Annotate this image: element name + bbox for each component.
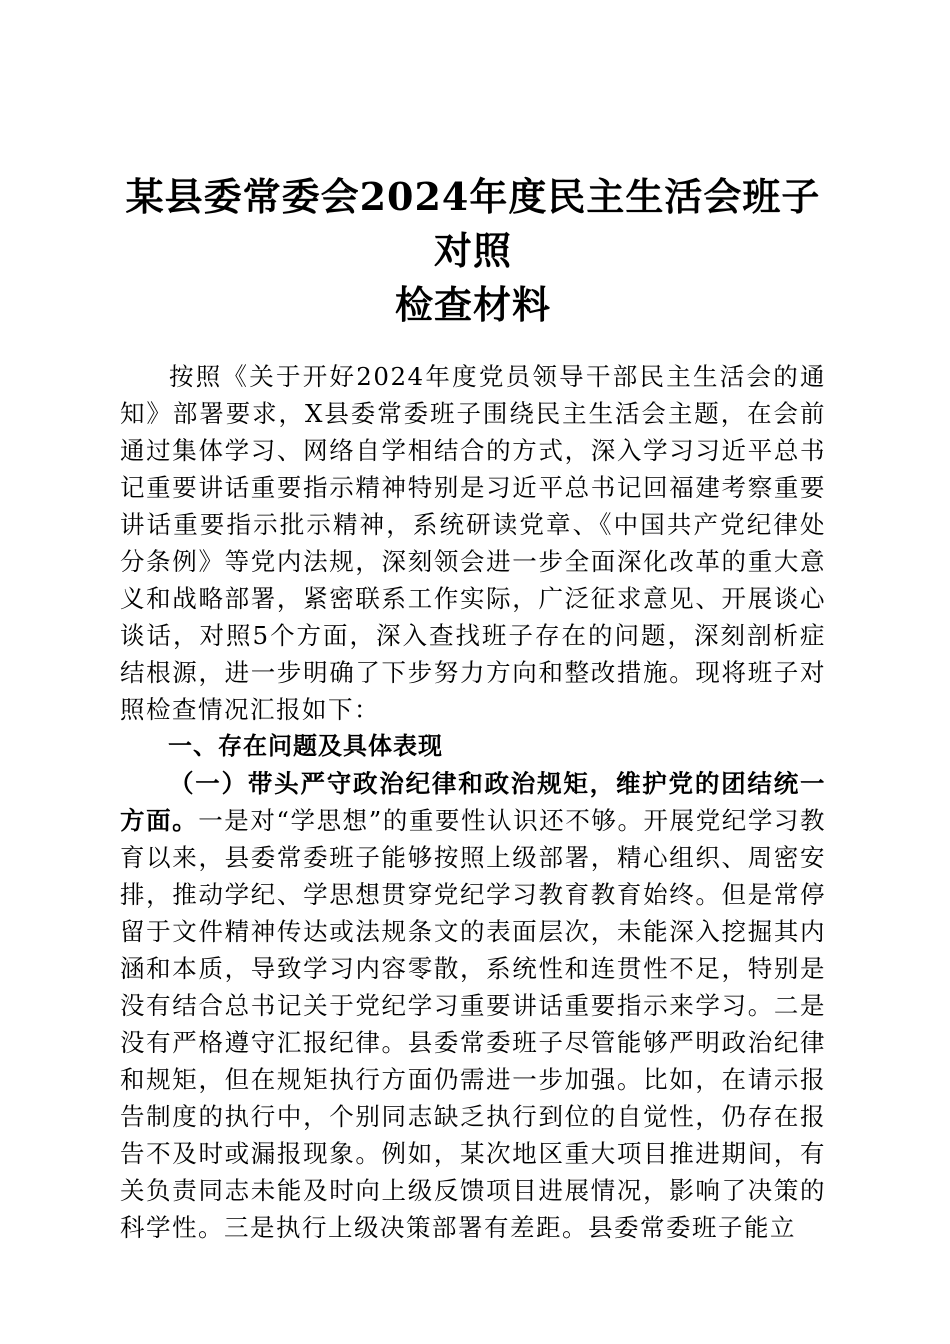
document-title-line-1: 某县委常委会2024年度民主生活会班子对照	[125, 174, 821, 273]
document-title	[110, 170, 836, 332]
document-title-line-2: 检查材料	[394, 282, 551, 327]
subsection-paragraph-1	[120, 765, 826, 1246]
subsection-title-1: （一）带头严守政治纪律和政治规矩，维护党的团结统一方面。	[120, 769, 826, 835]
section-heading-problems: 一、存在问题及具体表现	[168, 732, 443, 760]
document-body	[120, 358, 826, 1246]
subsection-body-1: 一是对“学思想”的重要性认识还不够。开展党纪学习教育以来，县委常委班子能够按照上级部署，精心组织、周密安排，推动学纪、学思想贯穿党纪学习教育教育始终。但是常停留于文件精神传达或法规条文的表面层次，未能深入挖掘其内涵和本质，导致学习内容零散，系统性和连贯性不足，特别是没有结合总书记关于党纪学习重要讲话重要指示来学习。二是没有严格遵守汇报纪律。县委常委班子尽管能够严明政治纪律和规矩，但在规矩执行方面仍需进一步加强。比如，在请示报告制度的执行中，个别同志缺乏执行到位的自觉性，仍存在报告不及时或漏报现象。例如，某次地区重大项目推进期间，有关负责同志未能及时向上级反馈项目进展情况，影响了决策的科学性。三是执行上级决策部署有差距。县委常委班子能立	[120, 806, 826, 1242]
intro-paragraph: 按照《关于开好2024年度党员领导干部民主生活会的通知》部署要求，X县委常委班子围绕民主生活会主题，在会前通过集体学习、网络自学相结合的方式，深入学习习近平总书记重要讲话重要指示精神特别是习近平总书记回福建考察重要讲话重要指示批示精神，系统研读党章、《中国共产党纪律处分条例》等党内法规，深刻领会进一步全面深化改革的重大意义和战略部署，紧密联系工作实际，广泛征求意见、开展谈心谈话，对照5个方面，深入查找班子存在的问题，深刻剖析症结根源，进一步明确了下步努力方向和整改措施。现将班子对照检查情况汇报如下：	[120, 362, 826, 724]
